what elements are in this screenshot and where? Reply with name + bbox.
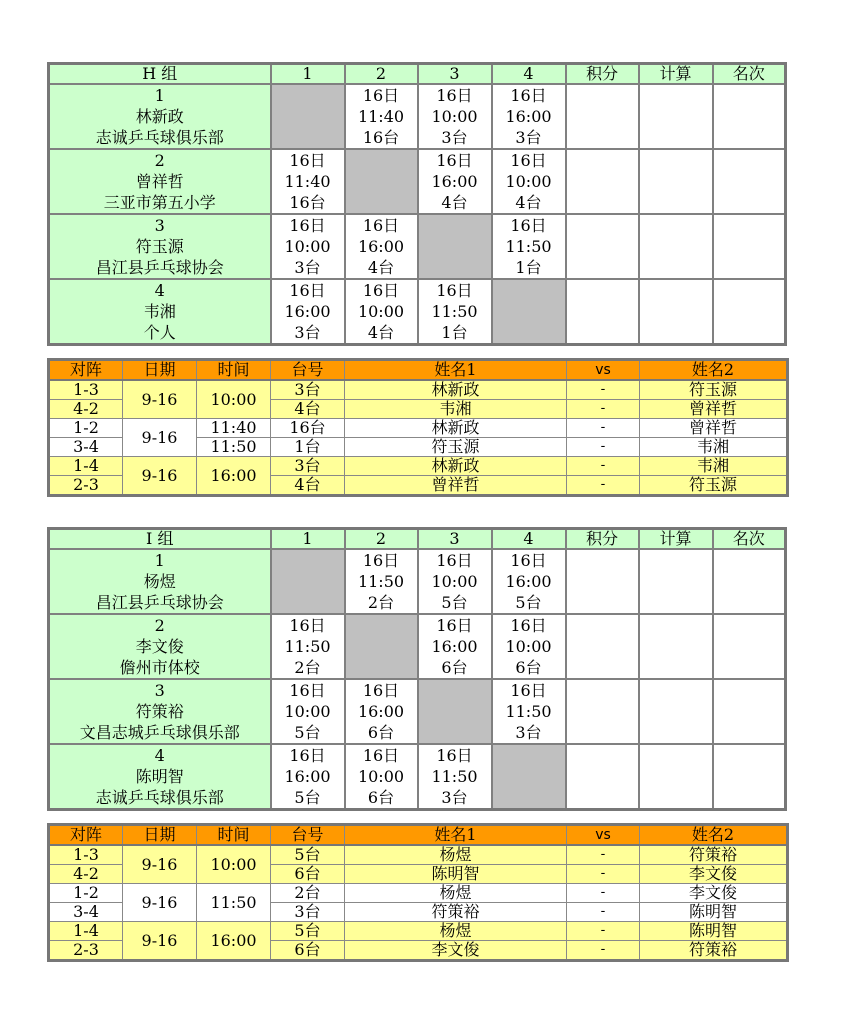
match-day: 16日 [289,151,326,170]
match-time: 11:50 [431,302,478,321]
vs-separator: - [567,457,640,476]
match-table: 5台 [271,845,345,865]
match-table: 3台 [515,723,542,742]
calc-cell[interactable] [639,549,713,614]
pair-header: 对阵 [49,360,123,381]
player-number: 2 [154,616,165,635]
points-cell[interactable] [566,149,639,214]
match-table: 3台 [294,323,321,342]
match-table: 6台 [441,658,468,677]
match-day: 16日 [510,681,547,700]
match-row [49,922,788,941]
match-cell [492,149,566,214]
self-match-cell [345,149,418,214]
match-time: 10:00 [431,572,478,591]
match-time: 11:50 [197,884,271,922]
player2-name: 李文俊 [640,865,788,884]
match-day: 16日 [362,86,400,105]
group-h-schedule [47,358,789,497]
player-row [49,744,786,810]
match-time: 16:00 [197,922,271,961]
player1-name: 符策裕 [345,903,567,922]
self-match-cell [492,744,566,810]
match-day: 16日 [436,616,473,635]
match-pair: 4-2 [49,400,123,419]
points-cell[interactable] [566,549,639,614]
vs-header: vs [567,825,640,846]
vs-header: vs [567,360,640,381]
match-day: 16日 [289,616,326,635]
match-cell [418,279,492,345]
points-cell[interactable] [566,614,639,679]
match-table: 6台 [271,865,345,884]
match-table: 2台 [367,593,395,612]
match-table: 2台 [271,884,345,903]
match-date: 9-16 [123,457,197,496]
player-row [49,549,786,614]
player-cell [49,214,271,279]
self-match-cell [271,84,345,149]
match-table: 6台 [515,658,542,677]
match-table: 3台 [294,258,321,277]
match-day: 16日 [362,746,400,765]
match-cell [492,679,566,744]
player-number: 3 [154,216,165,235]
match-table: 5台 [271,922,345,941]
self-match-cell [271,549,345,614]
calc-cell[interactable] [639,679,713,744]
match-cell [418,149,492,214]
points-cell[interactable] [566,679,639,744]
match-table: 3台 [441,788,468,807]
player2-name: 陈明智 [640,903,788,922]
vs-separator: - [567,380,640,400]
match-cell [492,84,566,149]
match-row [49,419,788,438]
calc-cell[interactable] [639,149,713,214]
match-cell [345,679,418,744]
match-table: 6台 [367,788,395,807]
match-day: 16日 [289,681,326,700]
match-cell [271,279,345,345]
group-title: H 组 [49,64,271,85]
player-cell [49,679,271,744]
match-cell [345,279,418,345]
col-number: 2 [345,529,418,550]
match-time: 11:50 [284,637,331,656]
match-time: 10:00 [284,702,331,721]
player1-name: 林新政 [345,457,567,476]
self-match-cell [418,214,492,279]
col-number: 1 [271,529,345,550]
player-number: 1 [154,551,165,570]
player1-name: 符玉源 [345,438,567,457]
table-header: 台号 [271,360,345,381]
match-pair: 3-4 [49,903,123,922]
match-table: 4台 [271,476,345,496]
match-time: 16:00 [357,237,405,256]
match-time: 10:00 [357,302,405,321]
player-name: 符玉源 [135,237,184,256]
points-cell[interactable] [566,214,639,279]
player1-name: 曾祥哲 [345,476,567,496]
calc-cell[interactable] [639,744,713,810]
calc-header: 计算 [639,529,713,550]
time-header: 时间 [197,825,271,846]
match-cell [345,549,418,614]
player-cell [49,549,271,614]
player-club: 个人 [143,323,176,342]
name1-header: 姓名1 [345,825,567,846]
player1-name: 林新政 [345,419,567,438]
match-time: 10:00 [357,767,405,786]
rank-cell[interactable] [713,614,786,679]
match-pair: 1-4 [49,922,123,941]
time-header: 时间 [197,360,271,381]
match-cell [271,149,345,214]
pair-header: 对阵 [49,825,123,846]
rank-cell[interactable] [713,549,786,614]
date-header: 日期 [123,360,197,381]
player-cell [49,149,271,214]
match-row [49,845,788,865]
schedule-header-row [49,360,788,381]
match-time: 16:00 [357,702,405,721]
match-time: 11:40 [284,172,331,191]
match-table: 2台 [294,658,321,677]
player-cell [49,614,271,679]
player-name: 符策裕 [135,702,184,721]
rank-cell[interactable] [713,84,786,149]
match-time: 10:00 [197,380,271,419]
match-pair: 3-4 [49,438,123,457]
match-day: 16日 [362,551,400,570]
col-number: 1 [271,64,345,85]
player-row [49,614,786,679]
match-day: 16日 [289,216,326,235]
match-pair: 1-3 [49,845,123,865]
player2-name: 曾祥哲 [640,419,788,438]
points-header: 积分 [566,529,639,550]
match-table: 5台 [441,593,468,612]
match-table: 5台 [294,788,321,807]
match-pair: 1-3 [49,380,123,400]
vs-separator: - [567,400,640,419]
rank-cell[interactable] [713,679,786,744]
match-table: 3台 [271,903,345,922]
player-row [49,149,786,214]
col-number: 3 [418,64,492,85]
player1-name: 杨煜 [345,922,567,941]
match-table: 4台 [271,400,345,419]
player-number: 1 [154,86,165,105]
vs-separator: - [567,419,640,438]
match-table: 1台 [441,323,468,342]
vs-separator: - [567,941,640,961]
group-title: I 组 [49,529,271,550]
group-header-row [49,529,786,550]
date-header: 日期 [123,825,197,846]
match-row [49,457,788,476]
player-club: 三亚市第五小学 [103,193,216,212]
match-table: 4台 [515,193,542,212]
match-date: 9-16 [123,380,197,419]
match-time: 10:00 [197,845,271,884]
match-table: 3台 [271,457,345,476]
match-cell [271,214,345,279]
vs-separator: - [567,845,640,865]
match-table: 1台 [271,438,345,457]
match-table: 4台 [441,193,468,212]
rank-cell[interactable] [713,149,786,214]
vs-separator: - [567,476,640,496]
player-number: 3 [154,681,165,700]
player-club: 昌江县乒乓球协会 [95,258,224,277]
player2-name: 符策裕 [640,845,788,865]
player-row [49,214,786,279]
player-cell [49,279,271,345]
rank-cell[interactable] [713,279,786,345]
match-table: 6台 [367,723,395,742]
player2-name: 曾祥哲 [640,400,788,419]
col-number: 4 [492,529,566,550]
vs-separator: - [567,438,640,457]
match-time: 11:40 [357,107,405,126]
match-time: 16:00 [284,302,331,321]
match-time: 10:00 [284,237,331,256]
player-name: 曾祥哲 [135,172,184,191]
match-cell [418,614,492,679]
match-time: 16:00 [505,572,552,591]
match-cell [271,614,345,679]
name2-header: 姓名2 [640,825,788,846]
player2-name: 陈明智 [640,922,788,941]
match-time: 10:00 [505,172,552,191]
player1-name: 林新政 [345,380,567,400]
match-table: 16台 [289,193,326,212]
schedule-header-row [49,825,788,846]
player-club: 昌江县乒乓球协会 [95,593,224,612]
match-pair: 1-4 [49,457,123,476]
match-date: 9-16 [123,922,197,961]
match-date: 9-16 [123,419,197,457]
match-table: 6台 [271,941,345,961]
match-time: 10:00 [505,637,552,656]
player-club: 志诚乒乓球俱乐部 [95,128,224,147]
match-time: 11:50 [357,572,405,591]
match-day: 16日 [436,151,473,170]
match-day: 16日 [289,281,326,300]
player-number: 4 [154,746,165,765]
player-club: 志诚乒乓球俱乐部 [95,788,224,807]
match-table: 3台 [515,128,542,147]
match-cell [345,214,418,279]
match-pair: 2-3 [49,941,123,961]
vs-separator: - [567,903,640,922]
match-table: 4台 [367,323,395,342]
match-day: 16日 [510,86,547,105]
match-cell [418,84,492,149]
match-cell [418,744,492,810]
match-cell [345,84,418,149]
player1-name: 韦湘 [345,400,567,419]
rank-cell[interactable] [713,744,786,810]
player-name: 陈明智 [135,767,184,786]
player-name: 李文俊 [135,637,184,656]
self-match-cell [418,679,492,744]
match-time: 16:00 [197,457,271,496]
player1-name: 杨煜 [345,845,567,865]
match-time: 11:50 [505,702,552,721]
calc-header: 计算 [639,64,713,85]
name2-header: 姓名2 [640,360,788,381]
match-day: 16日 [510,151,547,170]
match-day: 16日 [436,551,473,570]
player-row [49,84,786,149]
group-h-table [47,62,787,346]
col-number: 3 [418,529,492,550]
match-table: 16台 [271,419,345,438]
match-cell [418,549,492,614]
rank-header: 名次 [713,64,786,85]
name1-header: 姓名1 [345,360,567,381]
col-number: 4 [492,64,566,85]
match-day: 16日 [362,681,400,700]
vs-separator: - [567,884,640,903]
match-day: 16日 [510,216,547,235]
match-table: 3台 [271,380,345,400]
match-table: 16台 [362,128,400,147]
vs-separator: - [567,865,640,884]
points-header: 积分 [566,64,639,85]
match-time: 16:00 [505,107,552,126]
group-header-row [49,64,786,85]
match-table: 5台 [515,593,542,612]
match-day: 16日 [436,281,473,300]
match-date: 9-16 [123,884,197,922]
rank-cell[interactable] [713,214,786,279]
match-cell [271,679,345,744]
player2-name: 符玉源 [640,380,788,400]
player1-name: 陈明智 [345,865,567,884]
player-name: 林新政 [135,107,184,126]
match-time: 11:50 [431,767,478,786]
table-header: 台号 [271,825,345,846]
match-row [49,380,788,400]
player2-name: 韦湘 [640,457,788,476]
player2-name: 李文俊 [640,884,788,903]
match-day: 16日 [436,86,473,105]
match-time: 16:00 [431,637,478,656]
player-cell [49,84,271,149]
match-table: 3台 [441,128,468,147]
match-pair: 2-3 [49,476,123,496]
match-cell [492,549,566,614]
match-day: 16日 [362,281,400,300]
match-day: 16日 [510,551,547,570]
rank-header: 名次 [713,529,786,550]
match-pair: 1-2 [49,419,123,438]
player-row [49,679,786,744]
player-cell [49,744,271,810]
player-club: 儋州市体校 [119,658,200,677]
self-match-cell [492,279,566,345]
calc-cell[interactable] [639,614,713,679]
match-day: 16日 [289,746,326,765]
group-i-table [47,527,787,811]
match-pair: 1-2 [49,884,123,903]
match-time: 10:00 [431,107,478,126]
self-match-cell [345,614,418,679]
match-time: 11:50 [197,438,271,457]
points-cell[interactable] [566,279,639,345]
player-row [49,279,786,345]
match-table: 1台 [515,258,542,277]
match-table: 5台 [294,723,321,742]
match-day: 16日 [436,746,473,765]
player2-name: 符玉源 [640,476,788,496]
player1-name: 李文俊 [345,941,567,961]
calc-cell[interactable] [639,84,713,149]
player2-name: 韦湘 [640,438,788,457]
player-club: 文昌志城乒乓球俱乐部 [79,723,240,742]
match-time: 11:50 [505,237,552,256]
player-name: 杨煜 [143,572,176,591]
points-cell[interactable] [566,84,639,149]
match-cell [345,744,418,810]
match-row [49,884,788,903]
player-name: 韦湘 [143,302,176,321]
player2-name: 符策裕 [640,941,788,961]
match-time: 16:00 [431,172,478,191]
match-cell [492,614,566,679]
vs-separator: - [567,922,640,941]
player1-name: 杨煜 [345,884,567,903]
match-time: 11:40 [197,419,271,438]
player-number: 4 [154,281,165,300]
match-pair: 4-2 [49,865,123,884]
group-i-schedule [47,823,789,962]
col-number: 2 [345,64,418,85]
match-date: 9-16 [123,845,197,884]
match-cell [492,214,566,279]
points-cell[interactable] [566,744,639,810]
match-cell [271,744,345,810]
match-day: 16日 [510,616,547,635]
calc-cell[interactable] [639,279,713,345]
match-day: 16日 [362,216,400,235]
match-table: 4台 [367,258,395,277]
calc-cell[interactable] [639,214,713,279]
player-number: 2 [154,151,165,170]
match-time: 16:00 [284,767,331,786]
